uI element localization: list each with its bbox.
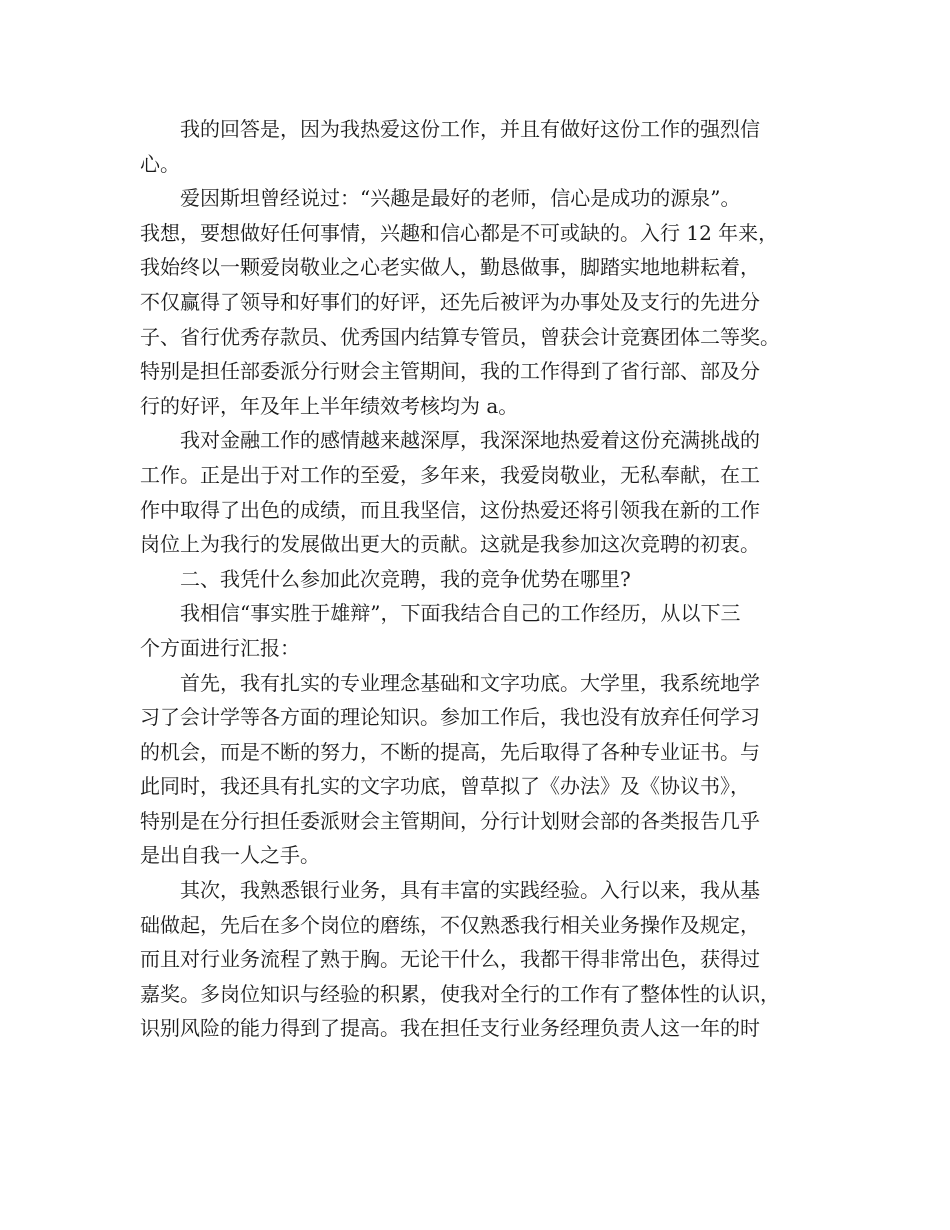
text-line: 爱因斯坦曾经说过：“兴趣是最好的老师，信心是成功的源泉”。 [180, 186, 741, 211]
text-line: 作中取得了出色的成绩，而且我坚信，这份热爱还将引领我在新的工作 [140, 497, 760, 522]
text-line: 特别是在分行担任委派财会主管期间，分行计划财会部的各类报告几乎 [140, 808, 760, 833]
text-line: 是出自我一人之手。 [140, 843, 320, 868]
text-line: 我始终以一颗爱岗敬业之心老实做人，勤恳做事，脚踏实地地耕耘着， [140, 255, 760, 280]
text-line: 此同时，我还具有扎实的文字功底，曾草拟了《办法》及《协议书》， [140, 774, 750, 799]
text-line: 的机会，而是不断的努力，不断的提高，先后取得了各种专业证书。与 [140, 739, 760, 764]
text-line: 习了会计学等各方面的理论知识。参加工作后，我也没有放弃任何学习 [140, 705, 760, 730]
text-line: 我对金融工作的感情越来越深厚，我深深地热爱着这份充满挑战的 [180, 428, 760, 453]
text-line: 特别是担任部委派分行财会主管期间，我的工作得到了省行部、部及分 [140, 359, 760, 384]
text-line: 不仅赢得了领导和好事们的好评，还先后被评为办事处及支行的先进分 [140, 289, 760, 314]
document-body-text [140, 112, 820, 1046]
text-line: 嘉奖。多岗位知识与经验的积累，使我对全行的工作有了整体性的认识， [140, 981, 780, 1006]
text-line: 岗位上为我行的发展做出更大的贡献。这就是我参加这次竞聘的初衷。 [140, 532, 760, 557]
text-line: 首先，我有扎实的专业理念基础和文字功底。大学里，我系统地学 [180, 670, 760, 695]
text-line: 识别风险的能力得到了提高。我在担任支行业务经理负责人这一年的时 [140, 1016, 760, 1041]
text-line: 个方面进行汇报： [140, 635, 300, 660]
text-line: 二、我凭什么参加此次竞聘，我的竞争优势在哪里? [180, 566, 631, 591]
text-line: 工作。正是出于对工作的至爱，多年来，我爱岗敬业，无私奉献，在工 [140, 462, 760, 487]
text-line: 我的回答是，因为我热爱这份工作，并且有做好这份工作的强烈信 [180, 117, 760, 141]
text-line: 其次，我熟悉银行业务，具有丰富的实践经验。入行以来，我从基 [180, 878, 760, 903]
text-line: 础做起，先后在多个岗位的磨练，不仅熟悉我行相关业务操作及规定， [140, 912, 760, 937]
text-line: 我想，要想做好任何事情，兴趣和信心都是不可或缺的。入行 12 年来， [140, 220, 779, 245]
text-line: 行的好评，年及年上半年绩效考核均为 a。 [140, 393, 519, 418]
text-line: 子、省行优秀存款员、优秀国内结算专管员，曾获会计竞赛团体二等奖。 [140, 324, 780, 349]
text-line: 心。 [140, 151, 180, 176]
text-line: 而且对行业务流程了熟于胸。无论干什么，我都干得非常出色，获得过 [140, 947, 760, 972]
text-line: 我相信“事实胜于雄辩”，下面我结合自己的工作经历，从以下三 [180, 601, 741, 626]
